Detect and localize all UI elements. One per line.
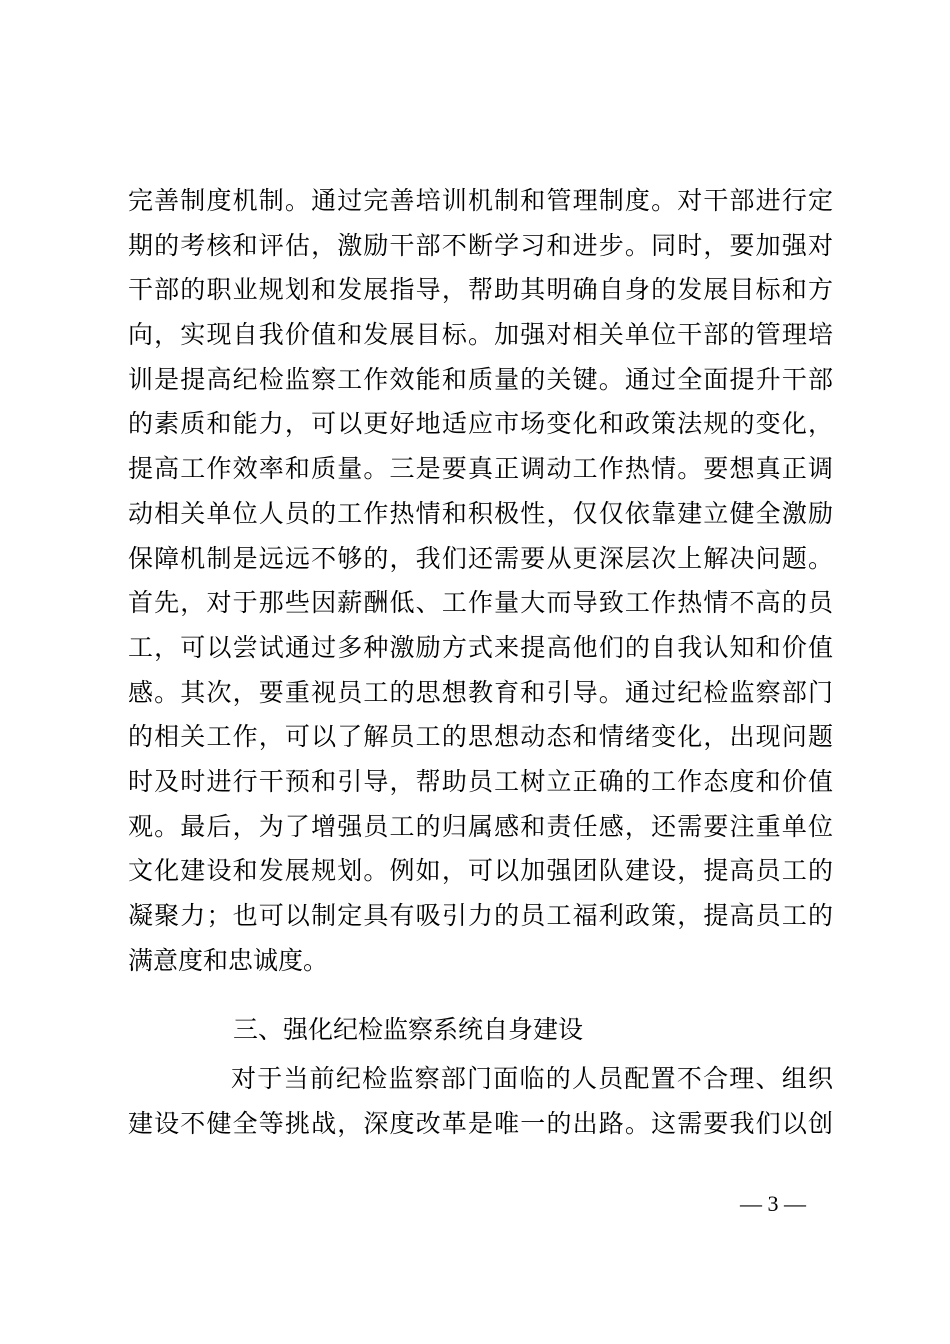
text-line: 的素质和能力，可以更好地适应市场变化和政策法规的变化， bbox=[128, 409, 833, 439]
text-line: 建设不健全等挑战，深度改革是唯一的出路。这需要我们以创 bbox=[128, 1108, 833, 1138]
text-line: 时及时进行干预和引导，帮助员工树立正确的工作态度和价值 bbox=[128, 766, 833, 796]
text-line: 训是提高纪检监察工作效能和质量的关键。通过全面提升干部 bbox=[128, 364, 833, 394]
text-line: 向，实现自我价值和发展目标。加强对相关单位干部的管理培 bbox=[128, 320, 833, 350]
text-line: 满意度和忠诚度。 bbox=[128, 945, 329, 975]
text-line: 对于当前纪检监察部门面临的人员配置不合理、组织 bbox=[231, 1064, 833, 1093]
page-number: — 3 — bbox=[740, 1191, 806, 1216]
text-line: 感。其次，要重视员工的思想教育和引导。通过纪检监察部门 bbox=[128, 677, 833, 707]
text-line: 的相关工作，可以了解员工的思想动态和情绪变化，出现问题 bbox=[128, 722, 833, 752]
text-line: 凝聚力；也可以制定具有吸引力的员工福利政策，提高员工的 bbox=[128, 901, 833, 930]
text-line: 提高工作效率和质量。三是要真正调动工作热情。要想真正调 bbox=[128, 454, 833, 484]
text-line: 干部的职业规划和发展指导，帮助其明确自身的发展目标和方 bbox=[128, 275, 833, 305]
text-line: 动相关单位人员的工作热情和积极性，仅仅依靠建立健全激励 bbox=[128, 498, 833, 528]
text-line: 期的考核和评估，激励干部不断学习和进步。同时，要加强对 bbox=[128, 230, 833, 260]
body-paragraph bbox=[128, 179, 833, 983]
section-heading: 三、强化纪检监察系统自身建设 bbox=[233, 1015, 584, 1044]
body-paragraph bbox=[128, 1057, 833, 1146]
text-line: 完善制度机制。通过完善培训机制和管理制度。对干部进行定 bbox=[128, 186, 833, 215]
text-line: 工，可以尝试通过多种激励方式来提高他们的自我认知和价值 bbox=[128, 632, 833, 662]
text-line: 文化建设和发展规划。例如，可以加强团队建设，提高员工的 bbox=[128, 856, 833, 886]
text-line: 保障机制是远远不够的，我们还需要从更深层次上解决问题。 bbox=[128, 543, 833, 573]
text-line: 首先，对于那些因薪酬低、工作量大而导致工作热情不高的员 bbox=[128, 588, 833, 618]
text-line: 观。最后，为了增强员工的归属感和责任感，还需要注重单位 bbox=[128, 811, 833, 841]
